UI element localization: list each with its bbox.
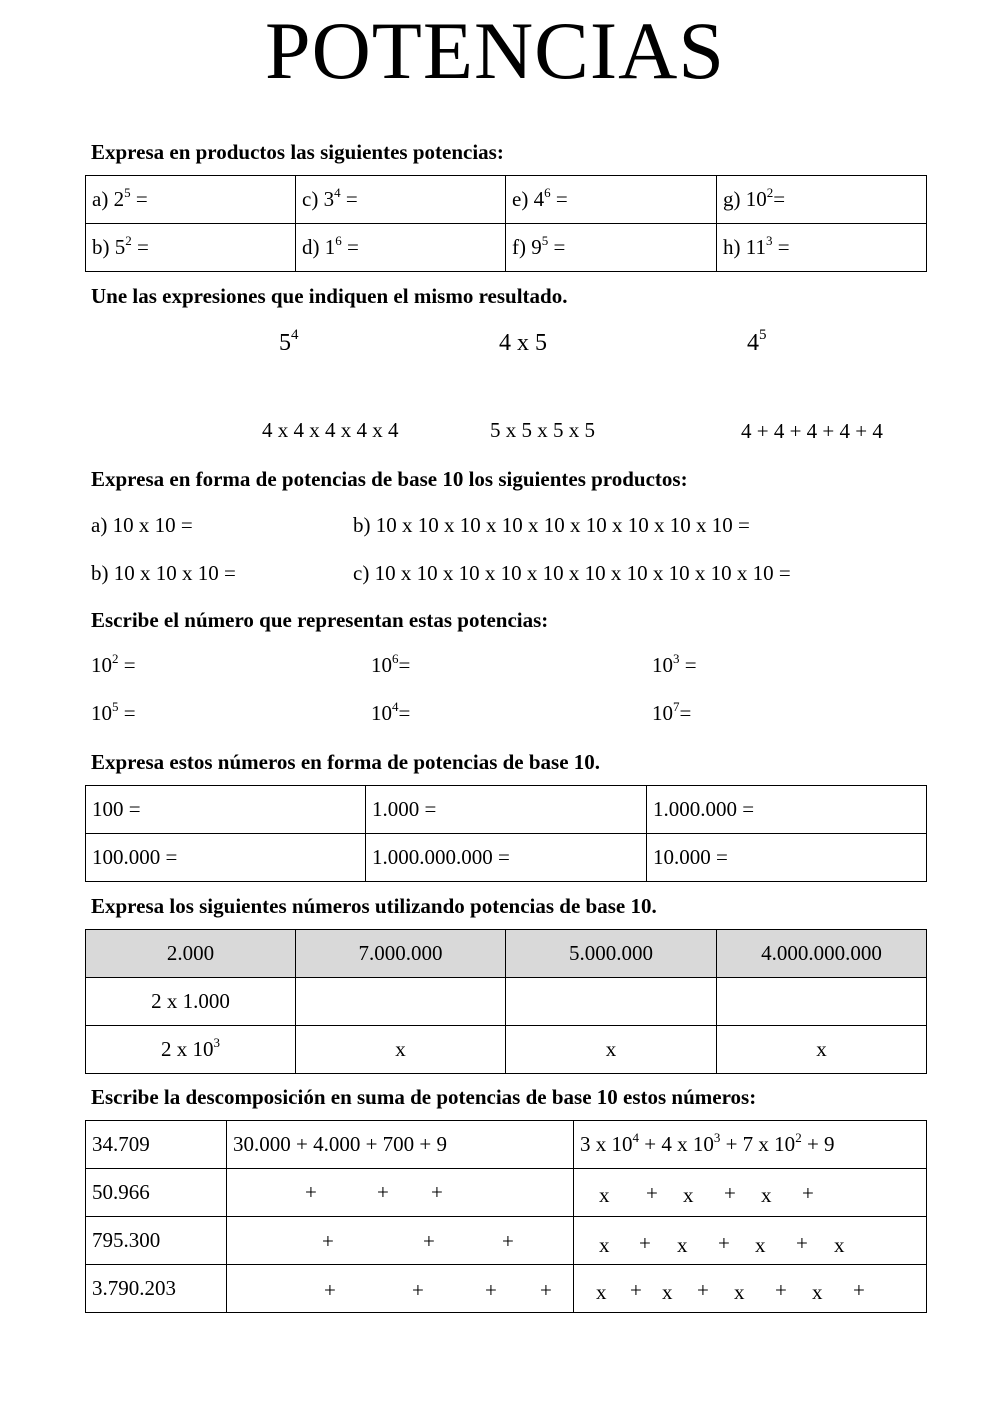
plus-sign: + [305,1180,317,1204]
section-2-heading: Une las expresiones que indiquen el mismo resultado. [91,284,568,308]
plus-sign: + [431,1180,443,1204]
power-sum-cell[interactable] [574,1169,927,1217]
section-5-heading: Expresa estos números en forma de potencias de base 10. [91,750,601,774]
power-cell[interactable]: g) $10^2=$ [717,176,927,224]
number-cell[interactable]: 100 = [86,786,366,834]
plus-sign: + [377,1180,389,1204]
decomposition-table [85,1120,927,1314]
power-cell[interactable]: a) $2^5$ = [86,176,296,224]
answer-cell[interactable]: 2 x 1.000 [86,978,296,1026]
power-item[interactable]: $10^2$ = [91,651,136,677]
answer-cell[interactable] [717,978,927,1026]
plus-sign: + [540,1278,552,1302]
power-sum-cell[interactable]: 3 x $10^4 + 4$ x $10^3 + 7$ x $10^2 + 9$ [574,1121,927,1169]
number-cell[interactable]: 1.000.000 = [647,786,927,834]
sum-cell[interactable] [227,1169,574,1217]
product-item[interactable]: c) 10 x 10 x 10 x 10 x 10 x 10 x 10 x 10 x 10 x 10 = [353,561,791,585]
answer-cell[interactable]: x [717,1026,927,1074]
power-sum-cell[interactable] [574,1265,927,1313]
header-cell: 2.000 [86,930,296,978]
power-item[interactable]: $10^7=$ [652,699,692,725]
plus-sign: + [322,1229,334,1253]
power-cell[interactable]: h) $11^3$ = [717,224,927,272]
plus-sign: + [796,1231,808,1255]
power-cell[interactable]: f) $9^5$ = [506,224,717,272]
times-sign: x [755,1233,766,1257]
plus-sign: + [423,1229,435,1253]
times-sign: x [596,1280,607,1304]
times-sign: x [677,1233,688,1257]
product-item[interactable]: a) 10 x 10 = [91,513,193,537]
answer-cell[interactable]: 2 x $10^3$ [86,1026,296,1074]
match-bottom-item[interactable]: 4 x 4 x 4 x 4 x 4 [262,418,399,442]
times-sign: x [734,1280,745,1304]
product-item[interactable]: b) 10 x 10 x 10 x 10 x 10 x 10 x 10 x 10 x 10 = [353,513,750,537]
power-cell[interactable]: d) $1^6$ = [296,224,506,272]
match-top-item[interactable]: 4 x 5 [499,330,547,356]
section-3-heading: Expresa en forma de potencias de base 10 los siguientes productos: [91,467,688,491]
plus-sign: + [802,1181,814,1205]
power-cell[interactable]: b) $5^2$ = [86,224,296,272]
number-cell: 50.966 [86,1169,227,1217]
header-cell: 4.000.000.000 [717,930,927,978]
plus-sign: + [775,1278,787,1302]
answer-cell[interactable]: x [506,1026,717,1074]
power-cell[interactable]: c) $3^4$ = [296,176,506,224]
plus-sign: + [485,1278,497,1302]
match-top-item[interactable]: $5^4$ [279,327,299,356]
number-cell[interactable]: 1.000.000.000 = [366,834,647,882]
times-sign: x [662,1280,673,1304]
header-cell: 7.000.000 [296,930,506,978]
numbers-with-powers-table [85,929,927,1074]
power-item[interactable]: $10^5$ = [91,699,136,725]
plus-sign: + [630,1278,642,1302]
plus-sign: + [324,1278,336,1302]
powers-to-products-table [85,175,927,272]
times-sign: x [599,1233,610,1257]
number-cell: 3.790.203 [86,1265,227,1313]
plus-sign: + [697,1278,709,1302]
plus-sign: + [646,1181,658,1205]
times-sign: x [599,1183,610,1207]
times-sign: x [683,1183,694,1207]
match-top-item[interactable]: $4^5$ [747,327,767,356]
plus-sign: + [502,1229,514,1253]
power-item[interactable]: $10^4=$ [371,699,411,725]
section-6-heading: Expresa los siguientes números utilizando potencias de base 10. [91,894,657,918]
plus-sign: + [639,1231,651,1255]
times-sign: x [834,1233,845,1257]
match-bottom-item[interactable]: 5 x 5 x 5 x 5 [490,418,595,442]
power-item[interactable]: $10^6=$ [371,651,411,677]
section-4-heading: Escribe el número que representan estas potencias: [91,608,549,632]
page-title: POTENCIAS [264,5,726,96]
header-cell: 5.000.000 [506,930,717,978]
number-cell[interactable]: 1.000 = [366,786,647,834]
times-sign: x [761,1183,772,1207]
sum-cell[interactable] [227,1265,574,1313]
number-cell: 34.709 [86,1121,227,1169]
power-sum-cell[interactable] [574,1217,927,1265]
plus-sign: + [724,1181,736,1205]
number-cell[interactable]: 100.000 = [86,834,366,882]
plus-sign: + [412,1278,424,1302]
section-1-heading: Expresa en productos las siguientes potencias: [91,140,504,164]
number-cell: 795.300 [86,1217,227,1265]
section-7-heading: Escribe la descomposición en suma de potencias de base 10 estos números: [91,1085,757,1109]
times-sign: x [812,1280,823,1304]
sum-cell[interactable]: 30.000 + 4.000 + 700 + 9 [227,1121,574,1169]
power-cell[interactable]: e) $4^6$ = [506,176,717,224]
numbers-to-powers-table [85,785,927,882]
product-item[interactable]: b) 10 x 10 x 10 = [91,561,236,585]
answer-cell[interactable]: x [296,1026,506,1074]
number-cell[interactable]: 10.000 = [647,834,927,882]
answer-cell[interactable] [296,978,506,1026]
answer-cell[interactable] [506,978,717,1026]
power-item[interactable]: $10^3$ = [652,651,697,677]
sum-cell[interactable] [227,1217,574,1265]
plus-sign: + [853,1278,865,1302]
plus-sign: + [718,1231,730,1255]
match-bottom-item[interactable]: 4 + 4 + 4 + 4 + 4 [741,419,883,443]
